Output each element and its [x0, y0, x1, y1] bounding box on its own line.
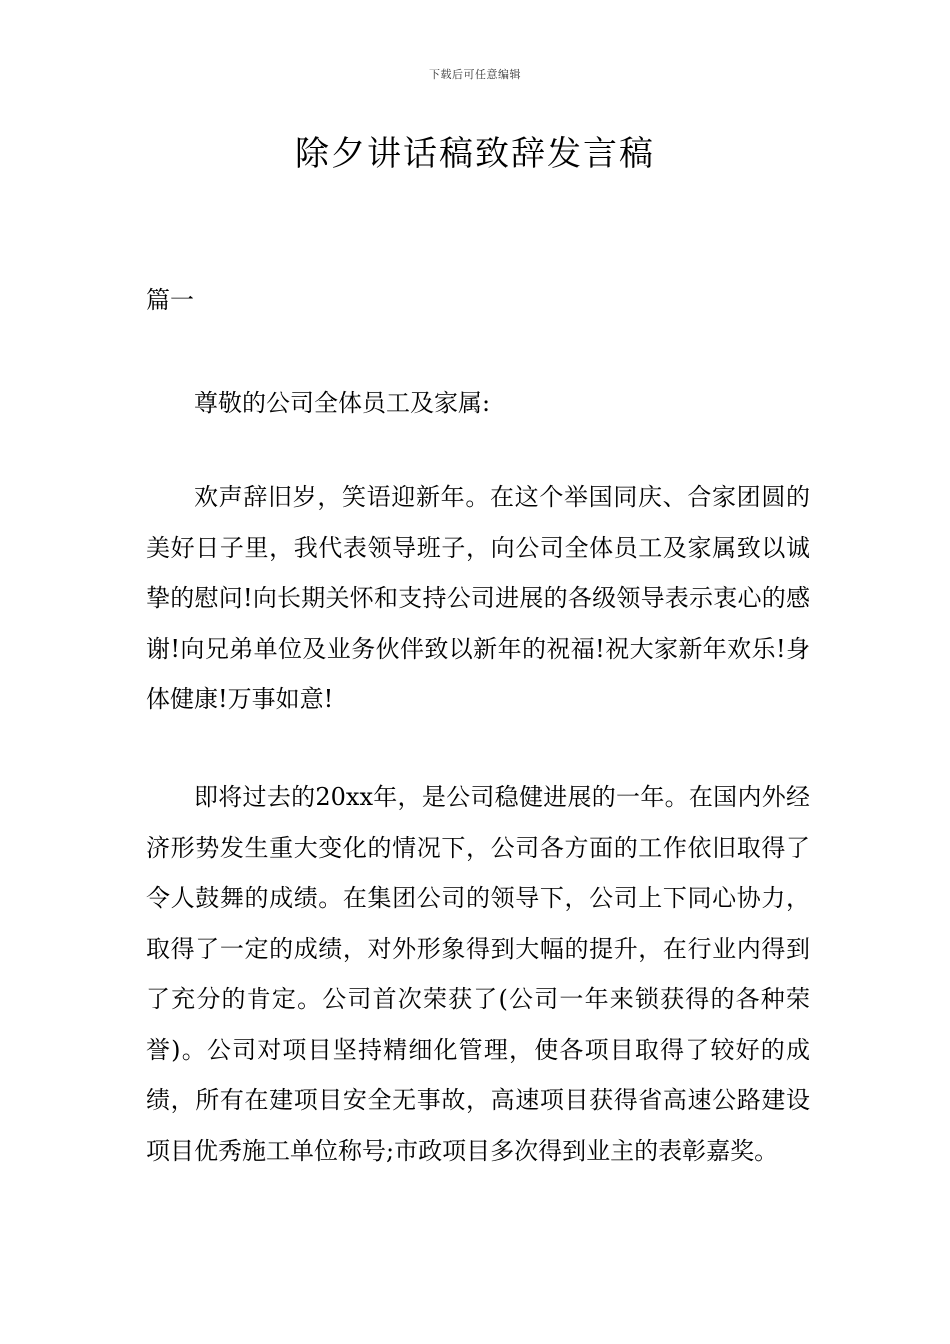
paragraph-2: 即将过去的20xx年，是公司稳健进展的一年。在国内外经济形势发生重大变化的情况下，公司各方面的工作依旧取得了令人鼓舞的成绩。在集团公司的领导下，公司上下同心协力，取得了一定的成绩，对外形象得到大幅的提升，在行业内得到了充分的肯定。公司首次荣获了(公司一年来锁获得的各种荣誉)。公司对项目坚持精细化管理，使各项目取得了较好的成绩，所有在建项目安全无事故，高速项目获得省高速公路建设项目优秀施工单位称号;市政项目多次得到业主的表彰嘉奖。: [146, 783, 810, 1165]
header-note: 下载后可任意编辑: [429, 68, 521, 81]
paragraph-1: 欢声辞旧岁，笑语迎新年。在这个举国同庆、合家团圆的美好日子里，我代表领导班子，向公司全体员工及家属致以诚挚的慰问!向长期关怀和支持公司进展的各级领导表示衷心的感谢!向兄弟单位及业务伙伴致以新年的祝福!祝大家新年欢乐!身体健康!万事如意!: [146, 483, 810, 713]
section-label: 篇一: [146, 286, 194, 314]
document-title: 除夕讲话稿致辞发言稿: [295, 134, 655, 174]
salutation: 尊敬的公司全体员工及家属:: [194, 389, 491, 417]
